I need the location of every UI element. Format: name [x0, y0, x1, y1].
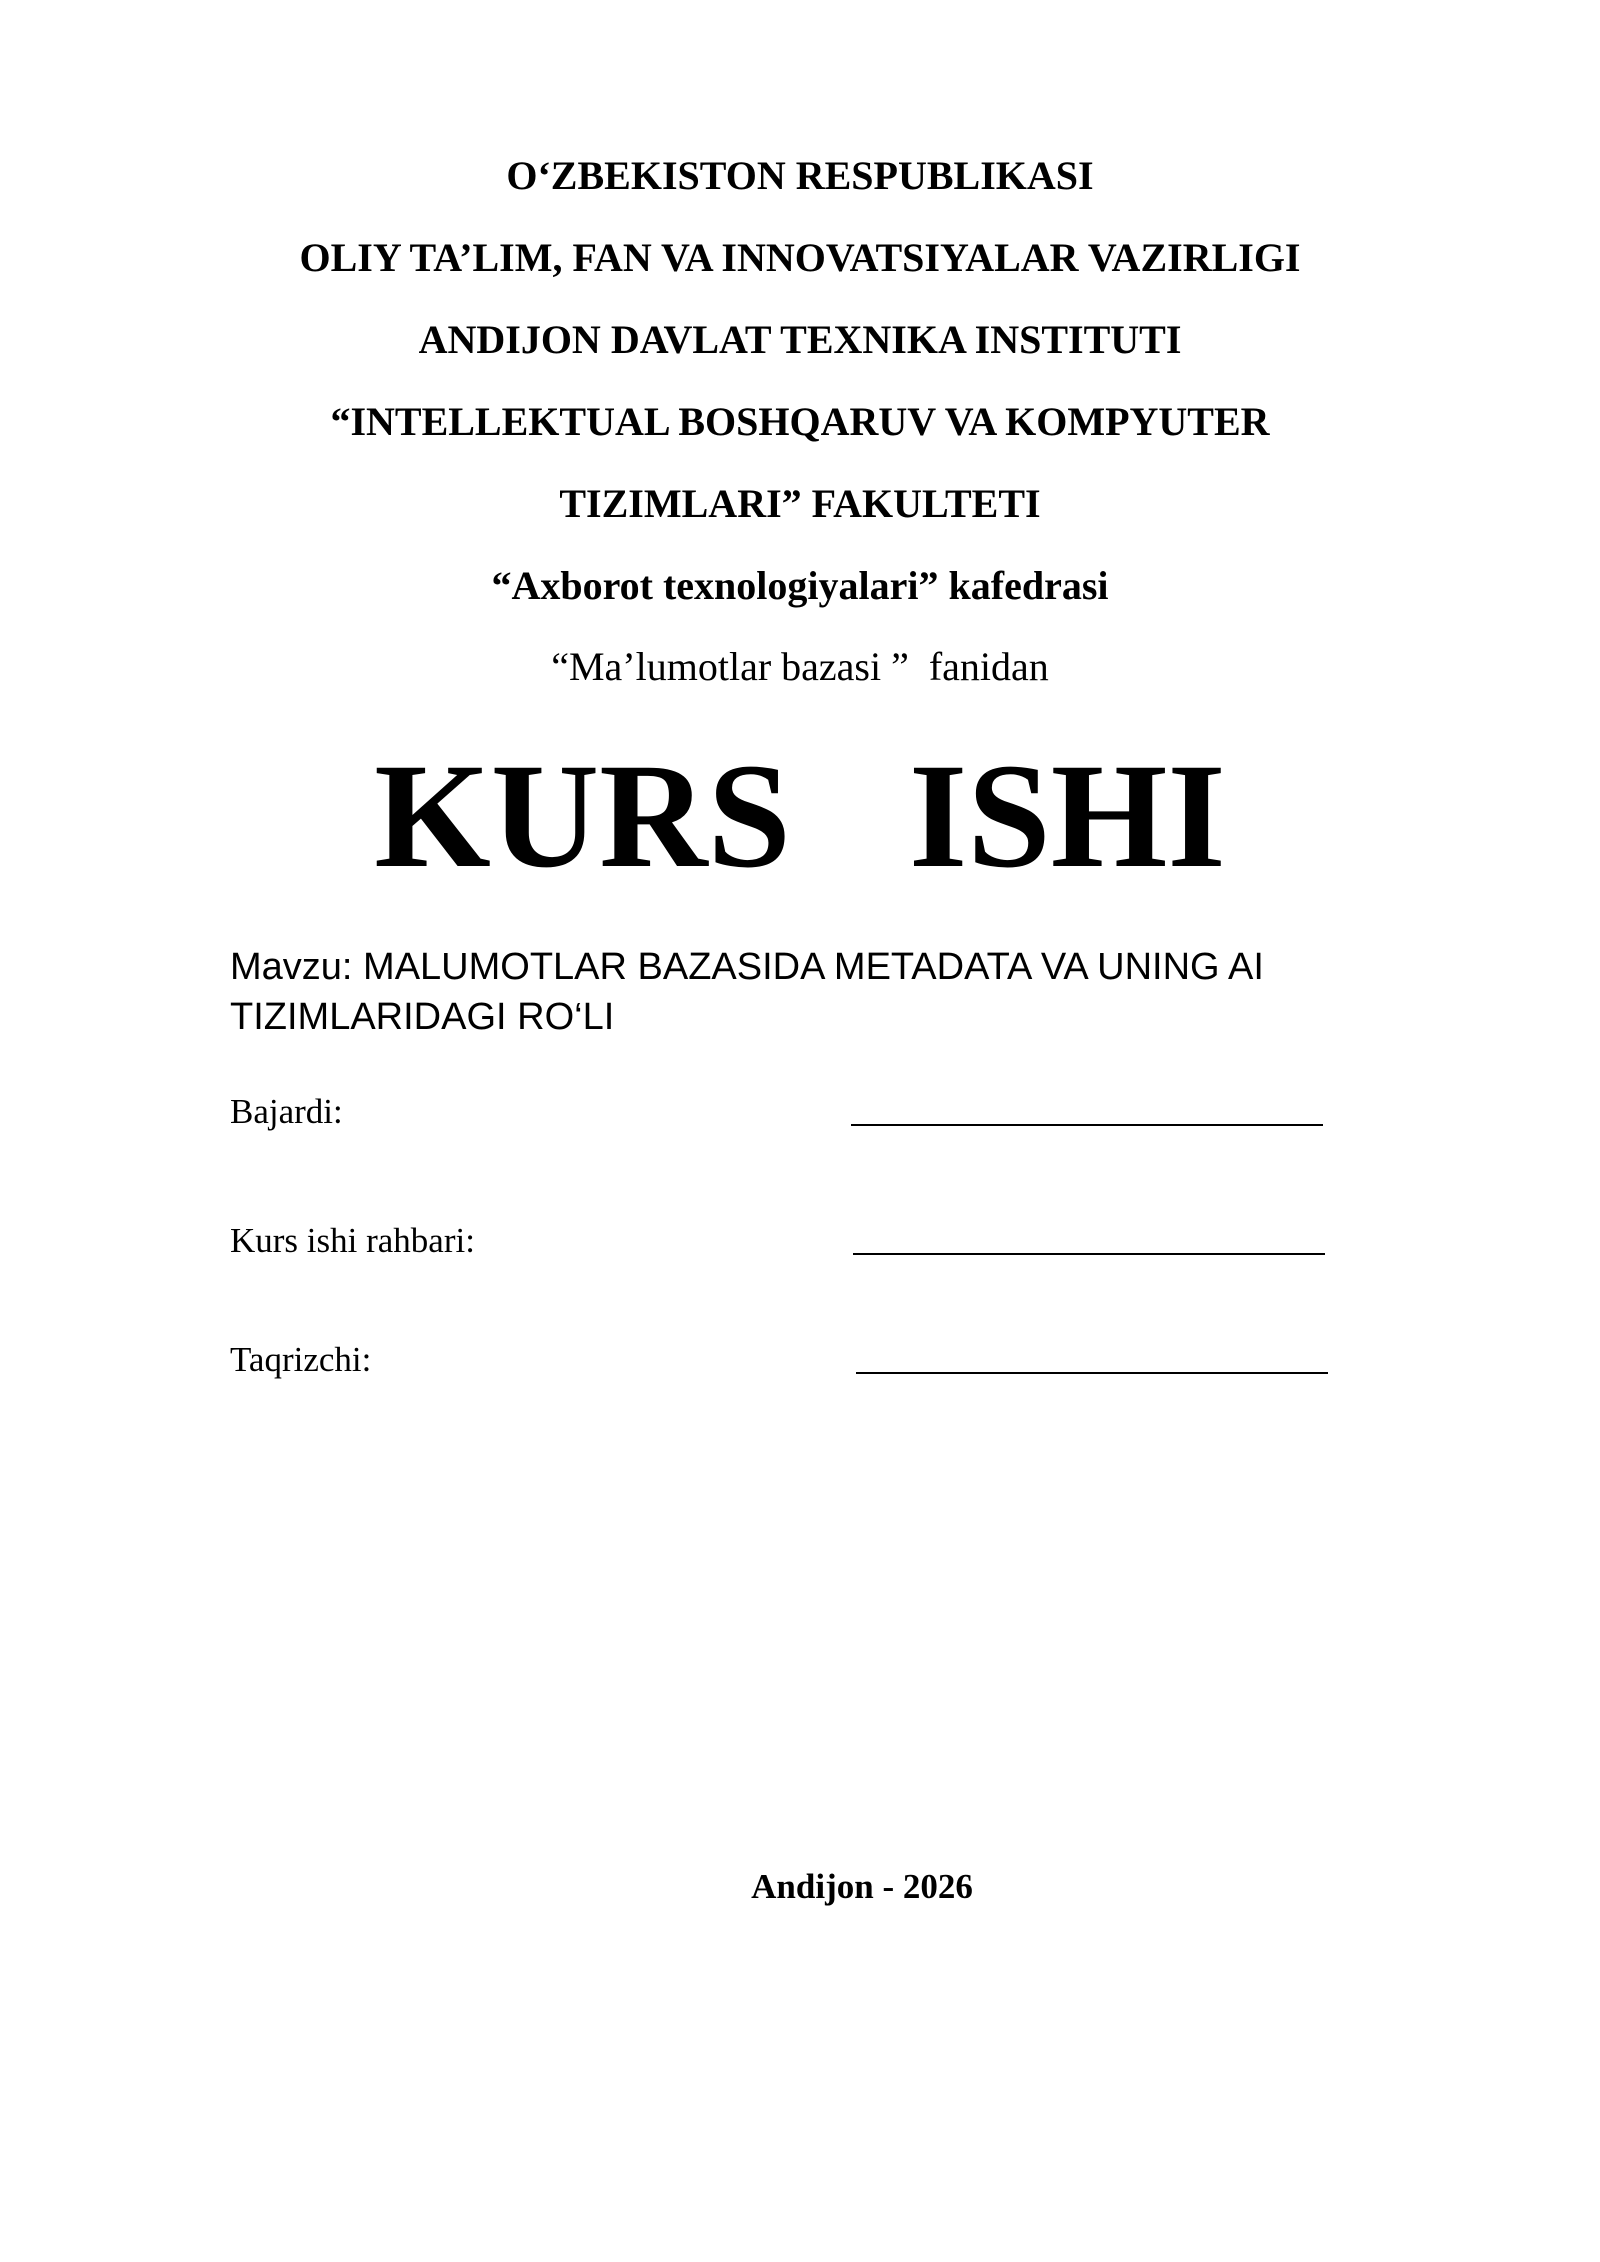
document-title [0, 733, 1600, 899]
signature-label-rahbar: Kurs ishi rahbari: [230, 1221, 475, 1260]
header-subject: “Ma’lumotlar bazasi ” fanidan [551, 644, 1049, 689]
title-word-ishi: ISHI [908, 733, 1226, 899]
title-word-kurs: KURS [374, 733, 791, 899]
header-department: “Axborot texnologiyalari” kafedrasi [491, 563, 1109, 608]
signature-line-taqrizchi [856, 1372, 1328, 1374]
header-faculty-line2: TIZIMLARI” FAKULTETI [559, 481, 1041, 526]
signature-line-rahbar [853, 1253, 1325, 1255]
header-republic: O‘ZBEKISTON RESPUBLIKASI [506, 153, 1094, 198]
signature-label-taqrizchi: Taqrizchi: [230, 1340, 372, 1379]
header-institute: ANDIJON DAVLAT TEXNIKA INSTITUTI [418, 317, 1182, 362]
header-faculty-line1: “INTELLEKTUAL BOSHQARUV VA KOMPYUTER [330, 399, 1270, 444]
header-ministry: OLIY TA’LIM, FAN VA INNOVATSIYALAR VAZIRLIGI [299, 235, 1301, 280]
topic-text: Mavzu: MALUMOTLAR BAZASIDA METADATA VA UNING AI TIZIMLARIDAGI RO‘LI [230, 946, 1264, 1038]
footer-place-year: Andijon - 2026 [751, 1867, 973, 1906]
signature-label-bajardi: Bajardi: [230, 1092, 343, 1131]
signature-line-bajardi [851, 1124, 1323, 1126]
